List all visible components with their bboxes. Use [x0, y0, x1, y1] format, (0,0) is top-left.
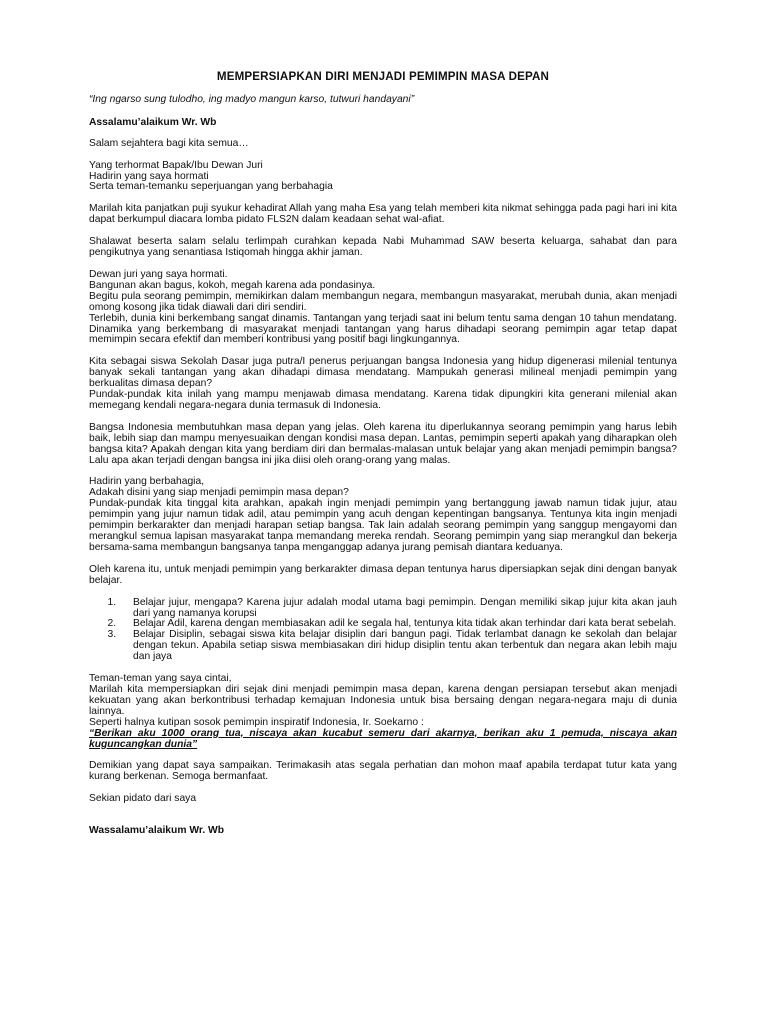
- address-line: Serta teman-temanku seperjuangan yang berbahagia: [89, 181, 333, 193]
- list-item: 3. Belajar Disiplin, sebagai siswa kita belajar disiplin dari bangun pagi. Tidak terlambat danagn ke sekolah dan belajar dengan tekun. Apabila setiap siswa membiasakan diri hidup disiplin tentu akan terbentuk dan negara akan lebih maju dan jaya: [119, 630, 677, 663]
- oleh-text: Oleh karena itu, untuk menjadi pemimpin yang berkarakter dimasa depan tentunya harus dipersiapkan sejak dini dengan banyak belajar.: [89, 563, 677, 586]
- shalawat-paragraph: [89, 237, 677, 259]
- list-item: 2. Belajar Adil, karena dengan membiasakan adil ke segala hal, tentunya kita tidak akan terhindar dari kata berat sebelah.: [119, 619, 677, 630]
- closing-greeting: Wassalamu’alaikum Wr. Wb: [89, 825, 225, 837]
- shalawat-text: Shalawat beserta salam selalu terlimpah curahkan kepada Nabi Muhammad SAW beserta keluarga, sahabat dan para pengikutnya yang senantiasa Istiqomah hingga akhir jaman.: [89, 236, 677, 259]
- paragraph-line: Terlebih, dunia kini berkembang sangat dinamis. Tantangan yang terjadi saat ini belum tentu sama dengan 10 tahun mendatang. Dinamika yang berkembang di masyarakat menjadi tantangan yang harus dihadapi seorang pemimpin agar tetap dapat memimpin secara efektif dan memberi kontribusi yang positif bagi lingkungannya.: [89, 312, 677, 346]
- section-teman-teman: [89, 674, 677, 750]
- sekian-text: Sekian pidato dari saya: [89, 793, 197, 805]
- motto-line: “Ing ngarso sung tulodho, ing madyo mangun karso, tutwuri handayani”: [89, 93, 415, 105]
- syukur-paragraph: [89, 204, 677, 226]
- paragraph-line: Bangunan akan bagus, kokoh, megah karena ada pondasinya.: [89, 279, 376, 291]
- speech-body: [89, 72, 677, 837]
- bangsa-paragraph: [89, 423, 677, 467]
- paragraph-line: Teman-teman yang saya cintai,: [89, 673, 232, 685]
- section-dewan-juri: [89, 270, 677, 346]
- address-block: [89, 161, 677, 194]
- section-generasi-milenial: [89, 357, 677, 412]
- learning-points-list: [89, 598, 677, 663]
- demikian-text: Demikian yang dapat saya sampaikan. Terimakasih atas segala perhatian dan mohon maaf apabila terdapat tutur kata yang kurang berkenan. Semoga bermanfaat.: [89, 760, 677, 783]
- sekian-paragraph: [89, 794, 677, 805]
- soekarno-quote: “Berikan aku 1000 orang tua, niscaya akan kucabut semeru dari akarnya, berikan aku 1 pemuda, niscaya akan kuguncangkan dunia”: [89, 727, 677, 750]
- bangsa-text: Bangsa Indonesia membutuhkan masa depan yang jelas. Oleh karena itu diperlukannya seorang pemimpin yang harus lebih baik, lebih siap dan mampu menyesuaikan dengan kondisi masa depan. Lantas, pemimpin seperti apakah yang diharapkan oleh bangsa kita? Apakah dengan kita yang berdiam diri dan bermalas-malasan untuk belajar yang akan menjadi pemimpin bangsa? Lalu apa akan terjadi dengan bangsa ini jika diisi oleh orang-orang yang malas.: [89, 421, 677, 466]
- paragraph-line: Pundak-pundak kita inilah yang mampu menjawab dimasa mendatang. Karena tidak dipungkiri kita generani milenial akan memegang kendali negara-negara dunia termasuk di Indonesia.: [89, 389, 677, 411]
- paragraph-line: Dewan juri yang saya hormati.: [89, 268, 228, 280]
- list-item: 1. Belajar jujur, mengapa? Karena jujur adalah modal utama bagi pemimpin. Dengan memiliki sikap jujur kita akan jauh dari yang namanya korupsi: [119, 598, 677, 620]
- paragraph-line: Begitu pula seorang pemimpin, memikirkan dalam membangun negara, membangun masyarakat, merubah dunia, akan menjadi omong kosong jika tidak diawali dari diri sendiri.: [89, 290, 677, 313]
- section-hadirin: [89, 477, 677, 553]
- address-line: Hadirin yang saya hormati: [89, 170, 209, 182]
- paragraph-line: Seperti halnya kutipan sosok pemimpin inspiratif Indonesia, Ir. Soekarno :: [89, 716, 424, 728]
- document-title: MEMPERSIAPKAN DIRI MENJADI PEMIMPIN MASA DEPAN: [216, 70, 550, 83]
- oleh-karena-paragraph: [89, 565, 677, 587]
- salam-paragraph: [89, 139, 677, 150]
- paragraph-line: Hadirin yang berbahagia,: [89, 476, 205, 488]
- paragraph-line: Adakah disini yang siap menjadi pemimpin masa depan?: [89, 487, 349, 499]
- demikian-paragraph: [89, 761, 677, 783]
- paragraph-line: Pundak-pundak kita tinggal kita arahkan, apakah ingin menjadi pemimpin yang bertanggung jawab namun tidak jujur, atau pemimpin yang jujur namun tidak adil, atau pemimpin yang acuh dengan kepentingan bangsanya. Tentunya kita ingin menjadi pemimpin berkarakter dan menjadi harapan setiap bangsa. Tak lain adalah seorang pemimpin yang sanggup mengayomi dan merangkul semua lapisan masyarakat tanpa memandang mereka rendah. Seorang pemimpin yang siap merangkul dan bekerja bersama-sama membangun bangsanya tanpa menganggap adanya jurang pemisah diantara keduanya.: [89, 498, 677, 553]
- address-line: Yang terhormat Bapak/Ibu Dewan Juri: [89, 159, 263, 171]
- opening-greeting: Assalamu’alaikum Wr. Wb: [89, 116, 217, 128]
- paragraph-line: Kita sebagai siswa Sekolah Dasar juga putra/I penerus perjuangan bangsa Indonesia yang hidup digenerasi milenial tentunya banyak sekali tantangan yang akan dihadapi dimasa mendatang. Mampukah generasi milineal menjadi pemimpin yang berkualitas dimasa depan?: [89, 356, 677, 390]
- syukur-text: Marilah kita panjatkan puji syukur kehadirat Allah yang maha Esa yang telah memberi kita nikmat sehingga pada pagi hari ini kita dapat berkumpul diacara lomba pidato FLS2N dalam keadaan sehat wal-afiat.: [89, 203, 677, 226]
- salam-text: Salam sejahtera bagi kita semua…: [89, 137, 249, 149]
- paragraph-line: Marilah kita mempersiapkan diri sejak dini menjadi pemimpin masa depan, karena dengan persiapan tersebut akan menjadi kekuatan yang akan berkontribusi terhadap kemajuan Indonesia untuk bisa bersaing dengan negara-negara maju di dunia lainnya.: [89, 683, 677, 717]
